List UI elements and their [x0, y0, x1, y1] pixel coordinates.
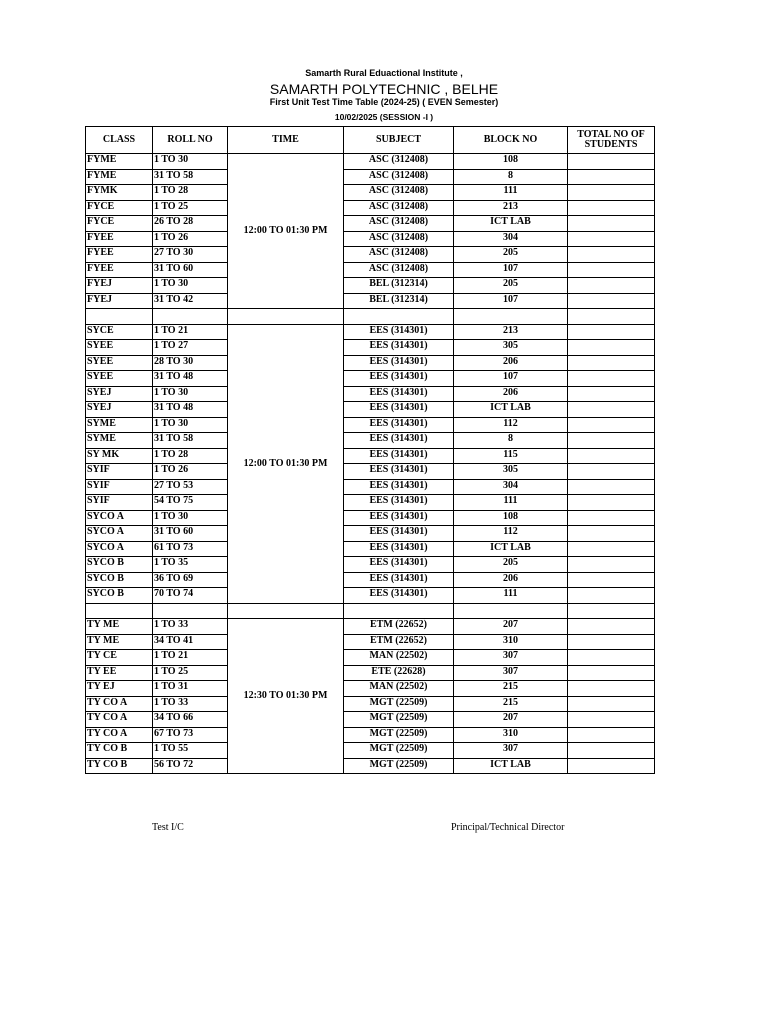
block-no-cell: 206	[454, 386, 568, 402]
block-no-cell: 305	[454, 340, 568, 356]
class-cell: SYEE	[86, 371, 153, 387]
subject-cell: MGT (22509)	[344, 696, 454, 712]
total-students-cell	[568, 696, 655, 712]
class-cell: SYCO A	[86, 526, 153, 542]
table-row	[86, 293, 655, 309]
spacer-row	[86, 603, 655, 619]
table-row	[86, 247, 655, 263]
table-row	[86, 634, 655, 650]
class-cell: FYCE	[86, 216, 153, 232]
empty-cell	[228, 309, 344, 325]
roll-no-cell: 1 TO 21	[153, 650, 228, 666]
total-students-cell	[568, 371, 655, 387]
block-no-cell: 310	[454, 727, 568, 743]
class-cell: TY CO A	[86, 696, 153, 712]
block-no-cell: 207	[454, 619, 568, 635]
subject-cell: MGT (22509)	[344, 712, 454, 728]
class-cell: SYME	[86, 433, 153, 449]
block-no-cell: 215	[454, 696, 568, 712]
table-row	[86, 402, 655, 418]
class-cell: FYCE	[86, 200, 153, 216]
class-cell: SY MK	[86, 448, 153, 464]
class-cell: FYEE	[86, 247, 153, 263]
roll-no-cell: 1 TO 30	[153, 510, 228, 526]
block-no-cell: 107	[454, 371, 568, 387]
roll-no-cell: 1 TO 33	[153, 696, 228, 712]
table-row	[86, 619, 655, 635]
subject-cell: EES (314301)	[344, 448, 454, 464]
total-students-cell	[568, 526, 655, 542]
roll-no-cell: 36 TO 69	[153, 572, 228, 588]
block-no-cell: 215	[454, 681, 568, 697]
class-cell: TY CO A	[86, 712, 153, 728]
block-no-cell: 304	[454, 479, 568, 495]
roll-no-cell: 1 TO 27	[153, 340, 228, 356]
class-cell: SYEJ	[86, 386, 153, 402]
block-no-cell: 115	[454, 448, 568, 464]
block-no-cell: 304	[454, 231, 568, 247]
subject-cell: ASC (312408)	[344, 231, 454, 247]
block-no-cell: 112	[454, 417, 568, 433]
table-body	[86, 154, 655, 774]
table-row	[86, 650, 655, 666]
table-row	[86, 231, 655, 247]
empty-cell	[568, 309, 655, 325]
total-students-cell	[568, 386, 655, 402]
class-cell: SYIF	[86, 479, 153, 495]
total-students-cell	[568, 495, 655, 511]
table-row	[86, 340, 655, 356]
total-students-cell	[568, 464, 655, 480]
spacer-row	[86, 309, 655, 325]
roll-no-cell: 54 TO 75	[153, 495, 228, 511]
table-row	[86, 371, 655, 387]
class-cell: TY ME	[86, 634, 153, 650]
class-cell: TY EE	[86, 665, 153, 681]
subject-cell: EES (314301)	[344, 324, 454, 340]
block-no-cell: 8	[454, 169, 568, 185]
block-no-cell: 307	[454, 650, 568, 666]
total-students-cell	[568, 541, 655, 557]
total-students-cell	[568, 185, 655, 201]
polytechnic-name: SAMARTH POLYTECHNIC , BELHE	[269, 81, 499, 97]
total-students-cell	[568, 727, 655, 743]
block-no-cell: ICT LAB	[454, 541, 568, 557]
table-row	[86, 510, 655, 526]
subject-cell: EES (314301)	[344, 371, 454, 387]
roll-no-cell: 31 TO 58	[153, 433, 228, 449]
total-students-cell	[568, 619, 655, 635]
timetable	[85, 126, 655, 774]
class-cell: TY CO B	[86, 743, 153, 759]
subject-cell: EES (314301)	[344, 340, 454, 356]
roll-no-cell: 1 TO 30	[153, 278, 228, 294]
roll-no-cell: 1 TO 30	[153, 386, 228, 402]
header-subject: SUBJECT	[344, 127, 454, 154]
roll-no-cell: 1 TO 30	[153, 154, 228, 170]
roll-no-cell: 34 TO 41	[153, 634, 228, 650]
roll-no-cell: 31 TO 60	[153, 262, 228, 278]
total-students-cell	[568, 588, 655, 604]
total-students-cell	[568, 262, 655, 278]
roll-no-cell: 1 TO 55	[153, 743, 228, 759]
block-no-cell: 307	[454, 743, 568, 759]
roll-no-cell: 31 TO 48	[153, 402, 228, 418]
subject-cell: EES (314301)	[344, 526, 454, 542]
total-students-cell	[568, 355, 655, 371]
total-students-cell	[568, 681, 655, 697]
roll-no-cell: 1 TO 30	[153, 417, 228, 433]
subject-cell: EES (314301)	[344, 510, 454, 526]
institute-name: Samarth Rural Eduactional Institute ,	[305, 68, 463, 78]
total-students-cell	[568, 247, 655, 263]
total-students-cell	[568, 448, 655, 464]
table-row	[86, 541, 655, 557]
table-row	[86, 216, 655, 232]
empty-cell	[86, 309, 153, 325]
roll-no-cell: 31 TO 42	[153, 293, 228, 309]
table-row	[86, 324, 655, 340]
subject-cell: BEL (312314)	[344, 293, 454, 309]
total-students-cell	[568, 712, 655, 728]
subject-cell: ETM (22652)	[344, 634, 454, 650]
empty-cell	[344, 309, 454, 325]
empty-cell	[344, 603, 454, 619]
roll-no-cell: 1 TO 33	[153, 619, 228, 635]
class-cell: SYCE	[86, 324, 153, 340]
empty-cell	[454, 603, 568, 619]
total-students-cell	[568, 200, 655, 216]
table-row	[86, 433, 655, 449]
subject-cell: EES (314301)	[344, 572, 454, 588]
subject-cell: ASC (312408)	[344, 200, 454, 216]
table-row	[86, 448, 655, 464]
block-no-cell: 213	[454, 200, 568, 216]
roll-no-cell: 31 TO 60	[153, 526, 228, 542]
principal-signature: Principal/Technical Director	[451, 822, 565, 833]
table-row	[86, 743, 655, 759]
class-cell: FYME	[86, 154, 153, 170]
session-date: 10/02/2025 (SESSION -I )	[334, 112, 434, 122]
total-students-cell	[568, 293, 655, 309]
table-row	[86, 417, 655, 433]
roll-no-cell: 67 TO 73	[153, 727, 228, 743]
subject-cell: ETM (22652)	[344, 619, 454, 635]
subject-cell: ASC (312408)	[344, 154, 454, 170]
table-row	[86, 386, 655, 402]
class-cell: FYME	[86, 169, 153, 185]
class-cell: TY CO A	[86, 727, 153, 743]
block-no-cell: 108	[454, 510, 568, 526]
block-no-cell: 205	[454, 557, 568, 573]
table-row	[86, 526, 655, 542]
total-students-cell	[568, 634, 655, 650]
total-students-cell	[568, 324, 655, 340]
subject-cell: ASC (312408)	[344, 262, 454, 278]
block-no-cell: 112	[454, 526, 568, 542]
subject-cell: EES (314301)	[344, 557, 454, 573]
total-students-cell	[568, 557, 655, 573]
total-students-cell	[568, 417, 655, 433]
subject-cell: EES (314301)	[344, 402, 454, 418]
table-row	[86, 154, 655, 170]
block-no-cell: 205	[454, 278, 568, 294]
class-cell: SYCO B	[86, 557, 153, 573]
empty-cell	[454, 309, 568, 325]
total-students-cell	[568, 433, 655, 449]
class-cell: SYCO B	[86, 572, 153, 588]
block-no-cell: 107	[454, 262, 568, 278]
total-students-cell	[568, 340, 655, 356]
block-no-cell: 205	[454, 247, 568, 263]
total-students-cell	[568, 278, 655, 294]
header-block-no: BLOCK NO	[454, 127, 568, 154]
empty-cell	[153, 603, 228, 619]
roll-no-cell: 1 TO 26	[153, 231, 228, 247]
roll-no-cell: 34 TO 66	[153, 712, 228, 728]
table-row	[86, 712, 655, 728]
table-row	[86, 262, 655, 278]
roll-no-cell: 70 TO 74	[153, 588, 228, 604]
subject-cell: MGT (22509)	[344, 727, 454, 743]
table-row	[86, 185, 655, 201]
total-students-cell	[568, 665, 655, 681]
table-row	[86, 557, 655, 573]
block-no-cell: 310	[454, 634, 568, 650]
class-cell: FYEE	[86, 262, 153, 278]
block-no-cell: 307	[454, 665, 568, 681]
class-cell: SYIF	[86, 495, 153, 511]
table-row	[86, 665, 655, 681]
class-cell: SYME	[86, 417, 153, 433]
table-row	[86, 727, 655, 743]
table-row	[86, 464, 655, 480]
block-no-cell: 107	[454, 293, 568, 309]
subject-cell: EES (314301)	[344, 464, 454, 480]
class-cell: SYEJ	[86, 402, 153, 418]
roll-no-cell: 31 TO 48	[153, 371, 228, 387]
empty-cell	[228, 603, 344, 619]
roll-no-cell: 26 TO 28	[153, 216, 228, 232]
subject-cell: EES (314301)	[344, 541, 454, 557]
total-students-cell	[568, 743, 655, 759]
class-cell: SYCO A	[86, 541, 153, 557]
subject-cell: EES (314301)	[344, 588, 454, 604]
class-cell: TY EJ	[86, 681, 153, 697]
block-no-cell: 206	[454, 355, 568, 371]
block-no-cell: 108	[454, 154, 568, 170]
total-students-cell	[568, 402, 655, 418]
total-students-cell	[568, 154, 655, 170]
total-students-cell	[568, 231, 655, 247]
subject-cell: ASC (312408)	[344, 216, 454, 232]
subject-cell: MGT (22509)	[344, 743, 454, 759]
roll-no-cell: 1 TO 35	[153, 557, 228, 573]
subject-cell: EES (314301)	[344, 433, 454, 449]
roll-no-cell: 31 TO 58	[153, 169, 228, 185]
total-students-cell	[568, 572, 655, 588]
total-students-cell	[568, 169, 655, 185]
class-cell: TY CO B	[86, 758, 153, 774]
table-row	[86, 200, 655, 216]
subject-cell: MAN (22502)	[344, 681, 454, 697]
class-cell: SYIF	[86, 464, 153, 480]
header-class: CLASS	[86, 127, 153, 154]
roll-no-cell: 1 TO 26	[153, 464, 228, 480]
table-row	[86, 588, 655, 604]
header-roll-no: ROLL NO	[153, 127, 228, 154]
class-cell: FYEE	[86, 231, 153, 247]
table-row	[86, 696, 655, 712]
table-row	[86, 495, 655, 511]
table-row	[86, 479, 655, 495]
total-students-cell	[568, 479, 655, 495]
class-cell: SYEE	[86, 355, 153, 371]
class-cell: SYCO A	[86, 510, 153, 526]
subject-cell: EES (314301)	[344, 355, 454, 371]
timetable-title: First Unit Test Time Table (2024-25) ( EVEN Semester)	[269, 97, 499, 107]
block-no-cell: 206	[454, 572, 568, 588]
time-cell: 12:00 TO 01:30 PM	[228, 154, 344, 309]
subject-cell: EES (314301)	[344, 495, 454, 511]
subject-cell: ETE (22628)	[344, 665, 454, 681]
empty-cell	[568, 603, 655, 619]
empty-cell	[153, 309, 228, 325]
block-no-cell: 111	[454, 588, 568, 604]
block-no-cell: 8	[454, 433, 568, 449]
class-cell: SYEE	[86, 340, 153, 356]
test-incharge-signature: Test I/C	[152, 822, 184, 833]
total-students-cell	[568, 758, 655, 774]
total-students-cell	[568, 510, 655, 526]
table-row	[86, 681, 655, 697]
class-cell: SYCO B	[86, 588, 153, 604]
class-cell: TY ME	[86, 619, 153, 635]
header-time: TIME	[228, 127, 344, 154]
class-cell: FYMK	[86, 185, 153, 201]
block-no-cell: ICT LAB	[454, 216, 568, 232]
time-cell: 12:00 TO 01:30 PM	[228, 324, 344, 603]
roll-no-cell: 1 TO 25	[153, 665, 228, 681]
roll-no-cell: 1 TO 31	[153, 681, 228, 697]
block-no-cell: 213	[454, 324, 568, 340]
table-row	[86, 572, 655, 588]
roll-no-cell: 1 TO 21	[153, 324, 228, 340]
subject-cell: EES (314301)	[344, 417, 454, 433]
roll-no-cell: 61 TO 73	[153, 541, 228, 557]
roll-no-cell: 27 TO 53	[153, 479, 228, 495]
roll-no-cell: 1 TO 28	[153, 185, 228, 201]
class-cell: FYEJ	[86, 278, 153, 294]
subject-cell: BEL (312314)	[344, 278, 454, 294]
class-cell: FYEJ	[86, 293, 153, 309]
time-cell: 12:30 TO 01:30 PM	[228, 619, 344, 774]
subject-cell: ASC (312408)	[344, 185, 454, 201]
roll-no-cell: 1 TO 25	[153, 200, 228, 216]
block-no-cell: 305	[454, 464, 568, 480]
roll-no-cell: 28 TO 30	[153, 355, 228, 371]
class-cell: TY CE	[86, 650, 153, 666]
table-row	[86, 355, 655, 371]
block-no-cell: 111	[454, 185, 568, 201]
subject-cell: EES (314301)	[344, 479, 454, 495]
total-students-cell	[568, 650, 655, 666]
table-row	[86, 758, 655, 774]
roll-no-cell: 56 TO 72	[153, 758, 228, 774]
block-no-cell: ICT LAB	[454, 402, 568, 418]
table-row	[86, 278, 655, 294]
roll-no-cell: 1 TO 28	[153, 448, 228, 464]
block-no-cell: 111	[454, 495, 568, 511]
block-no-cell: 207	[454, 712, 568, 728]
header-total-students: TOTAL NO OF STUDENTS	[568, 127, 655, 154]
subject-cell: ASC (312408)	[344, 169, 454, 185]
subject-cell: EES (314301)	[344, 386, 454, 402]
total-students-cell	[568, 216, 655, 232]
subject-cell: MAN (22502)	[344, 650, 454, 666]
roll-no-cell: 27 TO 30	[153, 247, 228, 263]
subject-cell: MGT (22509)	[344, 758, 454, 774]
table-header-row	[86, 127, 655, 154]
table-row	[86, 169, 655, 185]
block-no-cell: ICT LAB	[454, 758, 568, 774]
empty-cell	[86, 603, 153, 619]
subject-cell: ASC (312408)	[344, 247, 454, 263]
